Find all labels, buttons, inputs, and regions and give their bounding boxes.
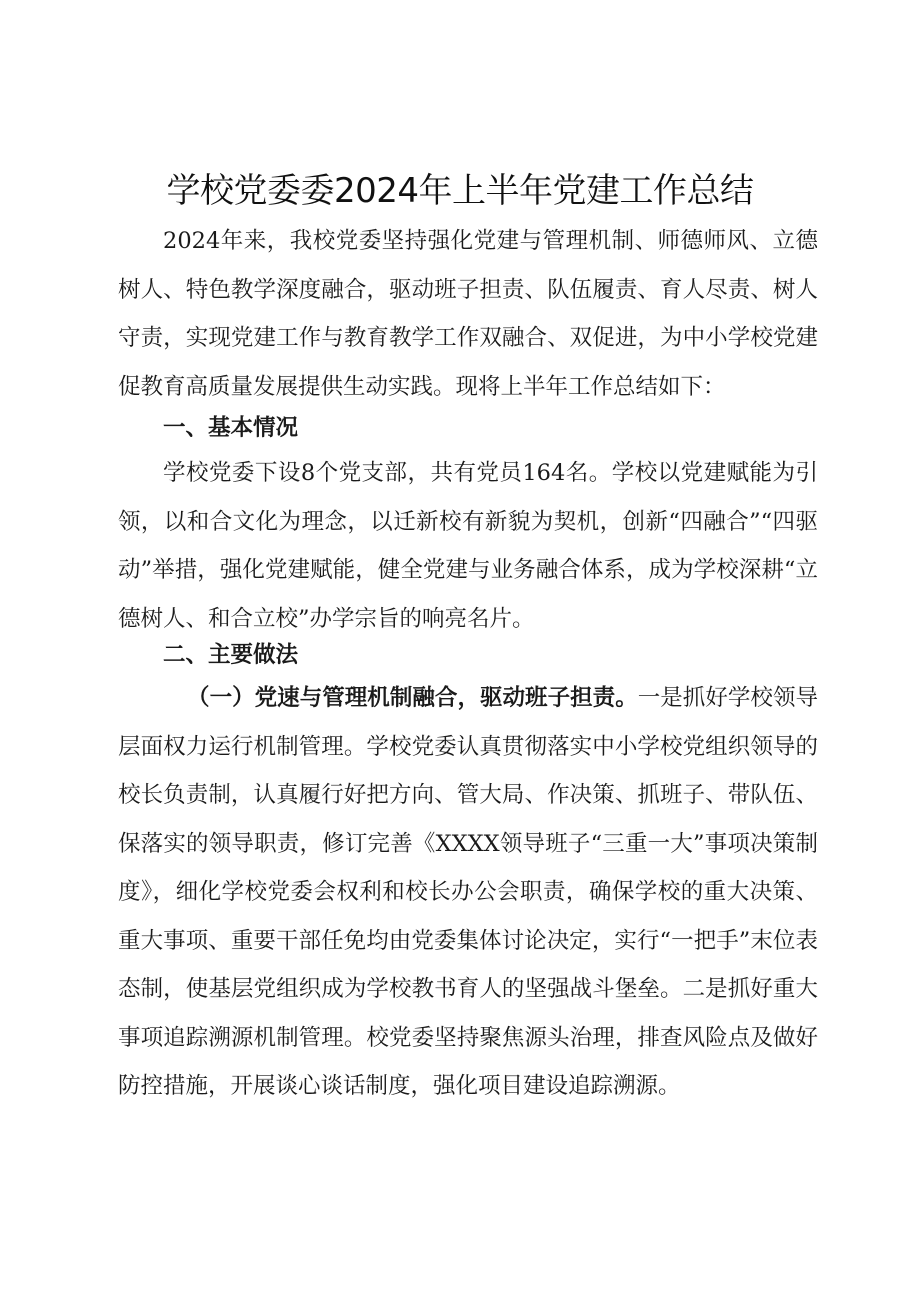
main-practices-paragraph <box>118 674 818 1111</box>
section-heading-main-practices: 二、主要做法 <box>163 642 299 668</box>
subsection-body: 一是抓好学校领导层面权力运行机制管理。学校党委认真贯彻落实中小学校党组织领导的校长负责制，认真履行好把方向、管大局、作决策、抓班子、带队伍、保落实的领导职责，修订完善《XXXX领导班子“三重一大”事项决策制度》，细化学校党委会权利和校长办公会职责，确保学校的重大决策、重大事项、重要干部任免均由党委集体讨论决定，实行“一把手”末位表态制，使基层党组织成为学校教书育人的坚强战斗堡垒。二是抓好重大事项追踪溯源机制管理。校党委坚持聚焦源头治理，排查风险点及做好防控措施，开展谈心谈话制度，强化项目建设追踪溯源。 <box>118 685 818 1099</box>
intro-paragraph: 2024年来，我校党委坚持强化党建与管理机制、师德师风、立德树人、特色教学深度融合，驱动班子担责、队伍履责、育人尽责、树人守责，实现党建工作与教育教学工作双融合、双促进，为中小学校党建促教育高质量发展提供生动实践。现将上半年工作总结如下： <box>118 228 818 400</box>
section-heading-basic-situation: 一、基本情况 <box>163 415 299 441</box>
document-title: 学校党委委2024年上半年党建工作总结 <box>166 171 754 211</box>
subsection-lead: （一）党速与管理机制融合，驱动班子担责。 <box>187 685 638 711</box>
basic-situation-paragraph: 学校党委下设8个党支部，共有党员164名。学校以党建赋能为引领，以和合文化为理念，以迁新校有新貌为契机，创新“四融合”“四驱动”举措，强化党建赋能，健全党建与业务融合体系，成为学校深耕“立德树人、和合立校”办学宗旨的响亮名片。 <box>118 460 818 632</box>
